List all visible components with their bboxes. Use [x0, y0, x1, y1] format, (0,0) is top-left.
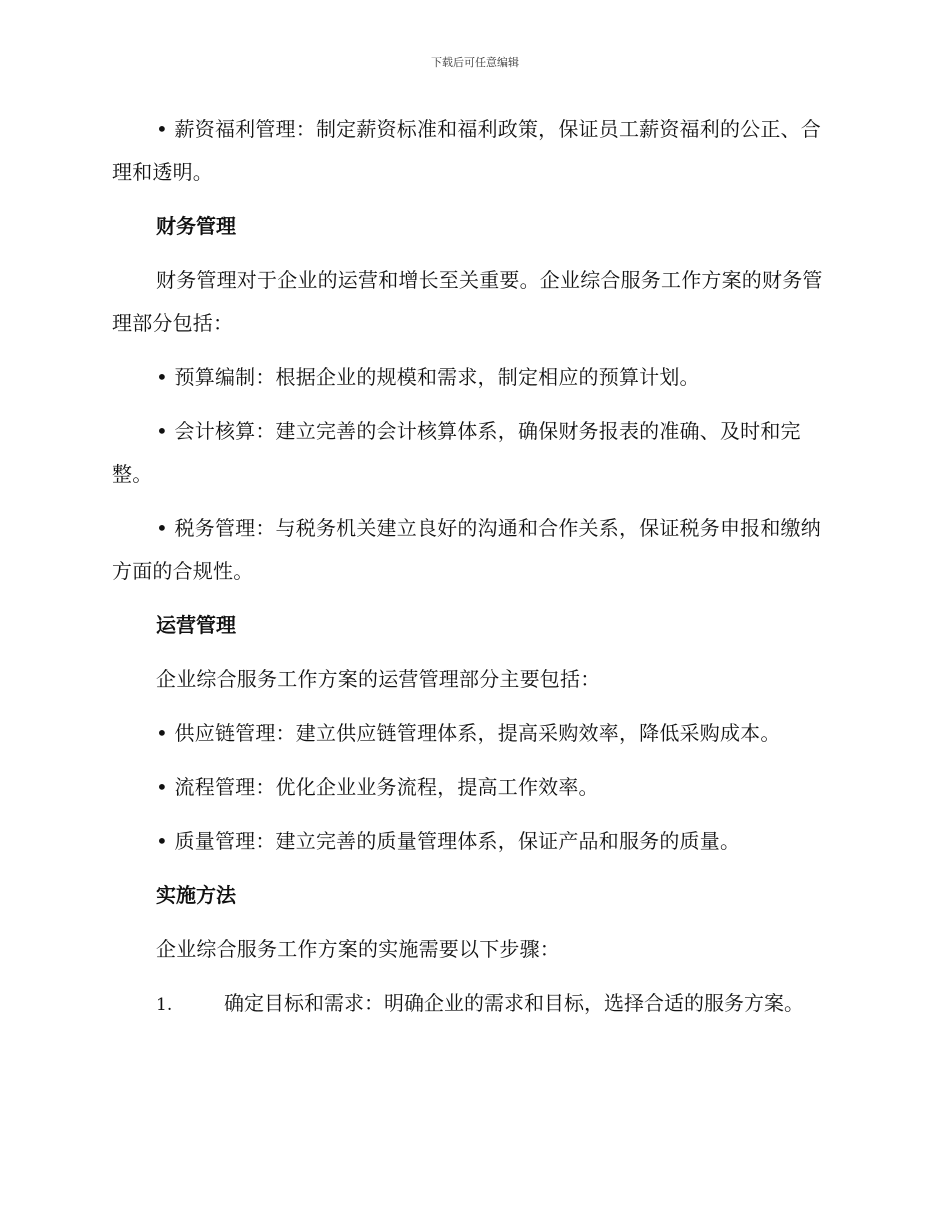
paragraph-implementation-intro: 企业综合服务工作方案的实施需要以下步骤： [156, 937, 560, 961]
list-number: 1. [156, 995, 173, 1015]
paragraph-tax-management: • 税务管理：与税务机关建立良好的沟通和合作关系，保证税务申报和缴纳方面的合规性。 [112, 516, 821, 583]
paragraph-salary-benefits: • 薪资福利管理：制定薪资标准和福利政策，保证员工薪资福利的公正、合理和透明。 [112, 117, 821, 184]
heading-operations-management: 运营管理 [156, 613, 236, 637]
paragraph-budgeting: • 预算编制：根据企业的规模和需求，制定相应的预算计划。 [156, 365, 700, 389]
heading-financial-management: 财务管理 [156, 214, 236, 238]
paragraph-operations-intro: 企业综合服务工作方案的运营管理部分主要包括： [156, 667, 601, 691]
paragraph-financial-intro: 财务管理对于企业的运营和增长至关重要。企业综合服务工作方案的财务管理部分包括： [112, 268, 823, 335]
heading-implementation-method: 实施方法 [156, 883, 236, 907]
numbered-item-1 [112, 982, 834, 1027]
page-header: 下载后可任意编辑 [431, 56, 519, 69]
document-body [112, 108, 834, 1038]
list-item-text: 确定目标和需求：明确企业的需求和目标，选择合适的服务方案。 [224, 991, 804, 1015]
paragraph-quality-management: • 质量管理：建立完善的质量管理体系，保证产品和服务的质量。 [156, 829, 741, 853]
paragraph-supply-chain: • 供应链管理：建立供应链管理体系，提高采购效率，降低采购成本。 [156, 721, 781, 745]
paragraph-process-management: • 流程管理：优化企业业务流程，提高工作效率。 [156, 775, 599, 799]
paragraph-accounting: • 会计核算：建立完善的会计核算体系，确保财务报表的准确、及时和完整。 [112, 419, 801, 486]
